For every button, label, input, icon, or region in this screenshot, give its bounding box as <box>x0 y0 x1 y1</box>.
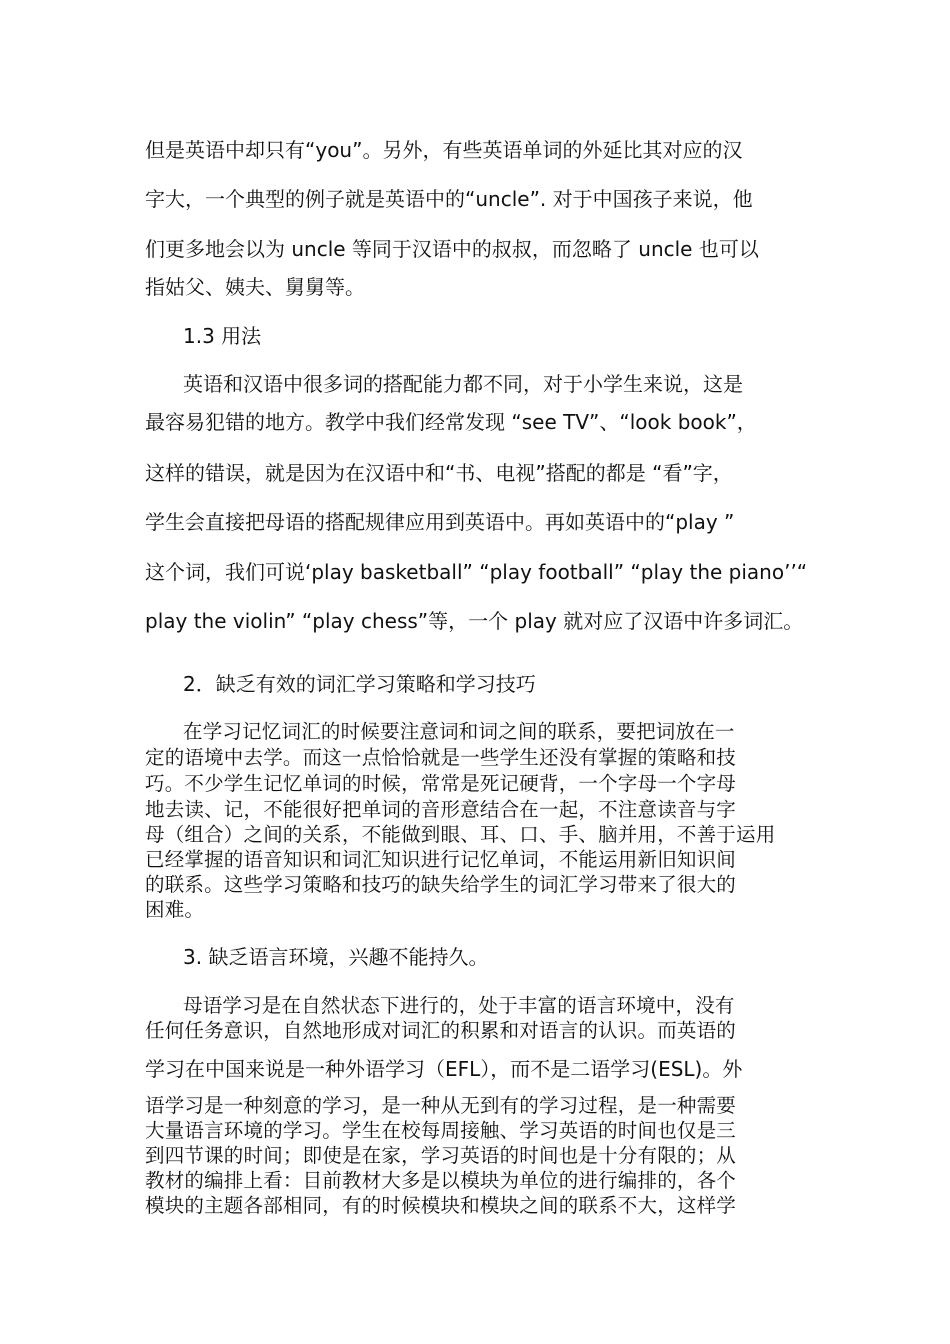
paragraph-line: 字大，一个典型的例子就是英语中的“uncle”. 对于中国孩子来说，他 <box>145 187 753 211</box>
paragraph-line: 地去读、记，不能很好把单词的音形意结合在一起，不注意读音与字 <box>145 798 737 821</box>
paragraph-line: 巧。不少学生记忆单词的时候，常常是死记硬背，一个字母一个字母 <box>145 772 737 795</box>
paragraph-line: 这个词，我们可说‘play basketball” “play football” “play the piano’’“ <box>145 560 808 584</box>
paragraph-line: 到四节课的时间；即使是在家，学习英语的时间也是十分有限的；从 <box>145 1144 737 1167</box>
paragraph-line: 的联系。这些学习策略和技巧的缺失给学生的词汇学习带来了很大的 <box>145 873 737 896</box>
paragraph-line: 这样的错误，就是因为在汉语中和“书、电视”搭配的都是 “看”字， <box>145 461 733 485</box>
paragraph-line: play the violin” “play chess”等，一个 play 就对应了汉语中许多词汇。 <box>145 609 804 633</box>
paragraph-line: 任何任务意识，自然地形成对词汇的积累和对语言的认识。而英语的 <box>145 1019 737 1042</box>
paragraph-line: 已经掌握的语音知识和词汇知识进行记忆单词，不能运用新旧知识间 <box>145 848 737 871</box>
paragraph-line: 困难。 <box>145 898 205 921</box>
paragraph-line: 英语和汉语中很多词的搭配能力都不同，对于小学生来说，这是 <box>183 372 743 396</box>
paragraph-line: 指姑父、姨夫、舅舅等。 <box>145 275 365 299</box>
paragraph-line: 最容易犯错的地方。教学中我们经常发现 “see TV”、“look book”， <box>145 410 757 434</box>
paragraph-line: 们更多地会以为 uncle 等同于汉语中的叔叔，而忽略了 uncle 也可以 <box>145 237 759 261</box>
paragraph-line: 但是英语中却只有“you”。另外，有些英语单词的外延比其对应的汉 <box>145 138 743 162</box>
paragraph-line: 母（组合）之间的关系，不能做到眼、耳、口、手、脑并用，不善于运用 <box>145 823 776 846</box>
paragraph-line: 语学习是一种刻意的学习，是一种从无到有的学习过程，是一种需要 <box>145 1094 737 1117</box>
section-heading: 1.3 用法 <box>183 324 262 348</box>
section-heading: 2．缺乏有效的词汇学习策略和学习技巧 <box>183 672 536 696</box>
paragraph-line: 教材的编排上看：目前教材大多是以模块为单位的进行编排的，各个 <box>145 1169 737 1192</box>
paragraph-line: 定的语境中去学。而这一点恰恰就是一些学生还没有掌握的策略和技 <box>145 746 737 769</box>
paragraph-line: 学生会直接把母语的搭配规律应用到英语中。再如英语中的“play ” <box>145 510 735 534</box>
paragraph-line: 母语学习是在自然状态下进行的，处于丰富的语言环境中，没有 <box>183 994 735 1017</box>
paragraph-line: 模块的主题各部相同，有的时候模块和模块之间的联系不大，这样学 <box>145 1194 737 1217</box>
paragraph-line: 学习在中国来说是一种外语学习（EFL），而不是二语学习(ESL)。外 <box>145 1057 743 1081</box>
paragraph-line: 大量语言环境的学习。学生在校每周接触、学习英语的时间也仅是三 <box>145 1119 737 1142</box>
section-heading: 3. 缺乏语言环境，兴趣不能持久。 <box>183 945 489 969</box>
paragraph-line: 在学习记忆词汇的时候要注意词和词之间的联系，要把词放在一 <box>183 720 735 743</box>
